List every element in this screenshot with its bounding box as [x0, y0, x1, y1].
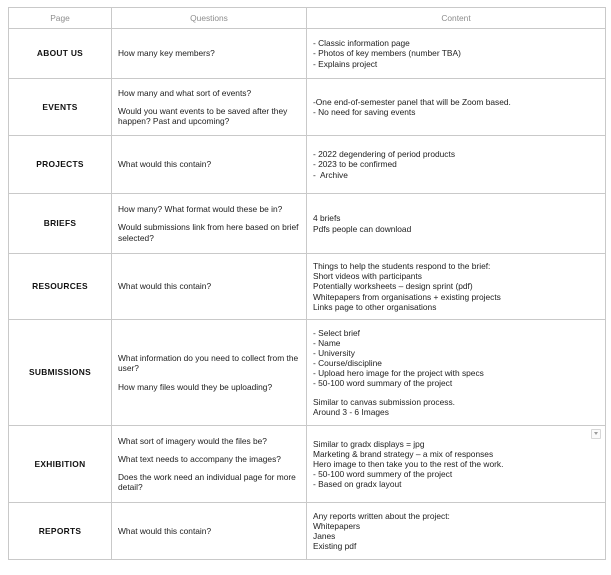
content-line: Potentially worksheets – design sprint (pdf) [313, 281, 473, 292]
content-line: - Archive [313, 169, 348, 180]
content-cell[interactable] [307, 79, 606, 136]
content-line: Hero image to then take you to the rest of the work. [313, 458, 504, 469]
content-line: Short videos with participants [313, 271, 422, 282]
content-line: - 50-100 word summery of the project [313, 469, 453, 480]
question-text: How many key members? [118, 48, 215, 59]
questions-cell[interactable] [112, 426, 307, 503]
question-text: What would this contain? [118, 159, 212, 170]
content-cell[interactable] [307, 194, 606, 254]
content-line: - Photos of key members (number TBA) [313, 48, 461, 59]
question-text: How many? What format would these be in? [118, 204, 283, 215]
content-line: Similar to canvas submission process. [313, 397, 455, 408]
content-line: Pdfs people can download [313, 223, 412, 234]
content-line: Whitepapers from organisations + existing projects [313, 291, 501, 302]
content-line: - 2023 to be confirmed [313, 159, 397, 170]
page-name[interactable]: BRIEFS [9, 194, 112, 254]
table-row-about-us [9, 29, 606, 79]
content-line: Links page to other organisations [313, 301, 437, 312]
content-line: Existing pdf [313, 541, 357, 552]
content-line: Around 3 - 6 Images [313, 407, 389, 418]
content-cell[interactable] [307, 136, 606, 194]
question-text: What information do you need to collect from the user? [118, 353, 299, 374]
content-line: Marketing & brand strategy – a mix of responses [313, 448, 494, 459]
page-name[interactable]: PROJECTS [9, 136, 112, 194]
table-row-briefs [9, 194, 606, 254]
questions-cell[interactable] [112, 254, 307, 320]
page-name[interactable]: EVENTS [9, 79, 112, 136]
content-line: Janes [313, 531, 336, 541]
question-text: What sort of imagery would the files be? [118, 435, 267, 446]
table-row-events [9, 79, 606, 136]
table-row-resources [9, 254, 606, 320]
content-line: - Select brief [313, 327, 361, 338]
header-content: Content [307, 8, 606, 29]
table-row-exhibition [9, 426, 606, 503]
questions-cell[interactable] [112, 194, 307, 254]
content-line: - 50-100 word summary of the project [313, 378, 453, 389]
header-page: Page [9, 8, 112, 29]
page-name[interactable]: ABOUT US [9, 29, 112, 79]
table-row-projects [9, 136, 606, 194]
table-row-reports [9, 503, 606, 560]
table-row-submissions [9, 320, 606, 426]
question-text: Does the work need an individual page for more detail? [118, 472, 296, 493]
content-cell[interactable] [307, 254, 606, 320]
page-name[interactable]: REPORTS [9, 503, 112, 560]
question-text: What would this contain? [118, 281, 212, 292]
questions-cell[interactable] [112, 320, 307, 426]
content-line: 4 briefs [313, 213, 341, 224]
content-line: Similar to gradx displays = jpg [313, 438, 425, 449]
question-text: Would you want events to be saved after they happen? Past and upcoming? [118, 105, 288, 127]
content-line: - No need for saving events [313, 107, 416, 117]
questions-cell[interactable] [112, 79, 307, 136]
content-line: Whitepapers [313, 520, 361, 531]
question-text: What would this contain? [118, 525, 212, 536]
page-name[interactable]: EXHIBITION [9, 426, 112, 503]
content-line: - Course/discipline [313, 357, 382, 368]
questions-cell[interactable] [112, 503, 307, 560]
content-line: - Upload hero image for the project with specs [313, 368, 484, 378]
question-text: How many and what sort of events? [118, 87, 252, 98]
questions-cell[interactable] [112, 29, 307, 79]
content-cell[interactable] [307, 29, 606, 79]
content-cell[interactable] [307, 320, 606, 426]
content-cell[interactable] [307, 503, 606, 560]
content-line: - University [313, 347, 355, 358]
content-cell[interactable] [307, 426, 606, 503]
content-line: - Explains project [313, 58, 378, 69]
question-text: How many files would they be uploading? [118, 381, 273, 392]
page-name[interactable]: RESOURCES [9, 254, 112, 320]
content-line: Any reports written about the project: [313, 510, 450, 521]
questions-cell[interactable] [112, 136, 307, 194]
content-line: - Based on gradx layout [313, 479, 402, 490]
question-text: Would submissions link from here based on brief selected? [118, 222, 299, 243]
content-line: Things to help the students respond to the brief: [313, 261, 491, 272]
content-line: - Name [313, 337, 341, 348]
header-row [9, 8, 606, 29]
header-questions: Questions [112, 8, 307, 29]
content-plan-table [8, 7, 606, 560]
content-line: - 2022 degendering of period products [313, 149, 456, 160]
page-name[interactable]: SUBMISSIONS [9, 320, 112, 426]
content-line: - Classic information page [313, 38, 410, 49]
cell-menu-arrow-icon[interactable] [591, 429, 601, 439]
question-text: What text needs to accompany the images? [118, 453, 281, 464]
content-line: -One end-of-semester panel that will be Zoom based. [313, 96, 511, 107]
